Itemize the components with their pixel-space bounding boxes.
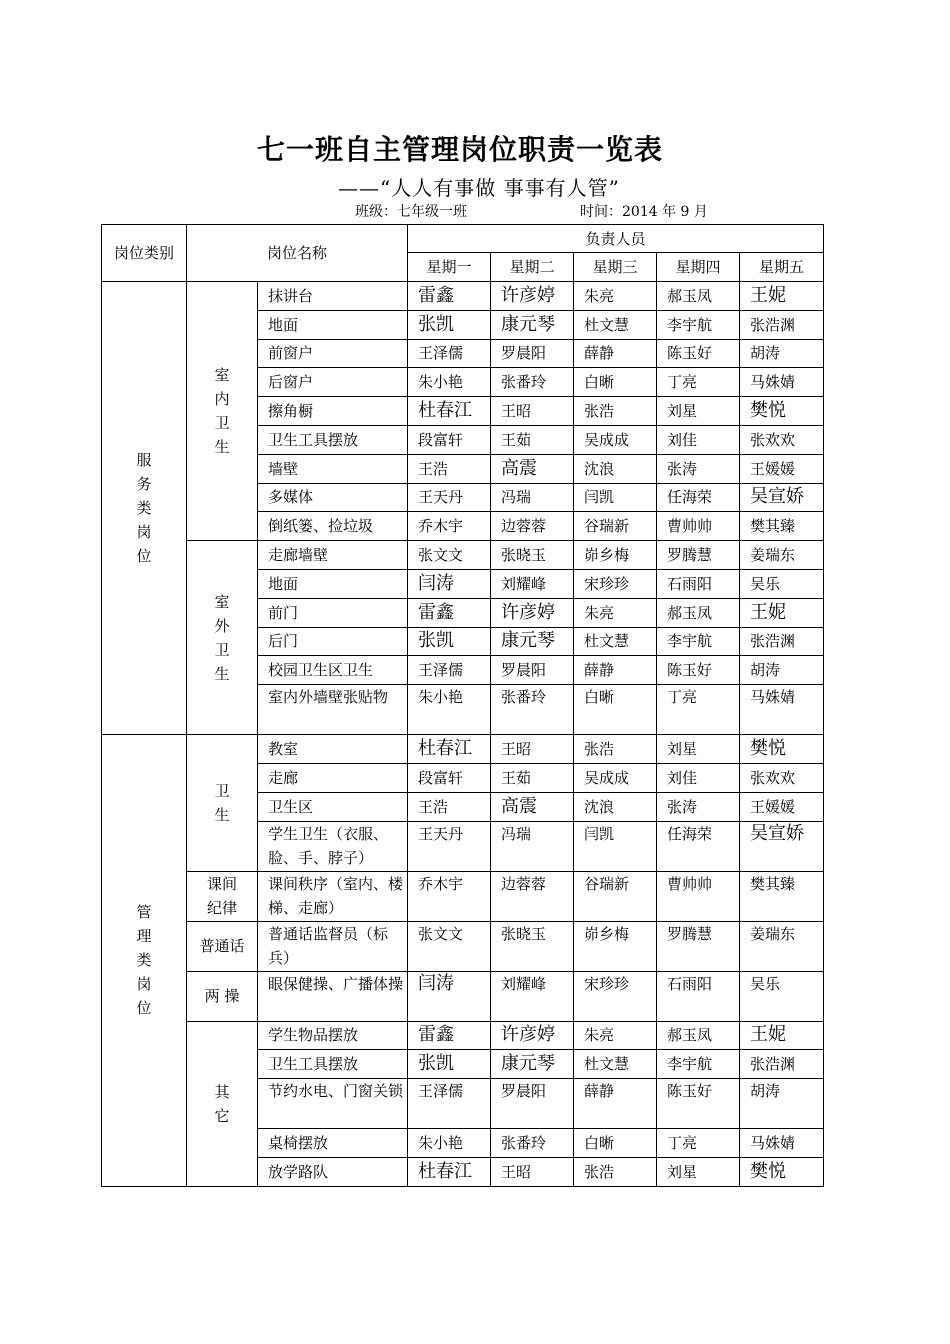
person-name: 王昭 <box>491 1157 574 1186</box>
post-name: 教室 <box>258 735 408 764</box>
person-name: 吴宣娇 <box>740 483 824 512</box>
person-name: 丁亮 <box>657 368 740 397</box>
person-name: 朱小艳 <box>408 1129 491 1158</box>
post-name: 眼保健操、广播体操 <box>258 971 408 1021</box>
post-name: 节约水电、门窗关锁 <box>258 1079 408 1129</box>
group-cell <box>187 921 258 971</box>
group-label: 室外卫生 <box>214 592 230 683</box>
person-name: 张浩 <box>574 397 657 426</box>
person-name: 峁乡梅 <box>574 541 657 570</box>
person-name: 吴乐 <box>740 971 824 1021</box>
person-name: 张凯 <box>408 310 491 339</box>
person-name: 刘耀峰 <box>491 971 574 1021</box>
person-name: 王昭 <box>491 735 574 764</box>
category-label: 服务类岗位 <box>136 451 152 566</box>
person-name: 刘佳 <box>657 763 740 792</box>
person-name: 张番玲 <box>491 368 574 397</box>
person-name: 吴成成 <box>574 763 657 792</box>
group-cell <box>187 282 258 541</box>
post-name: 学生卫生（衣服、脸、手、脖子） <box>258 821 408 871</box>
post-name: 课间秩序（室内、楼梯、走廊） <box>258 871 408 921</box>
person-name: 朱小艳 <box>408 368 491 397</box>
person-name: 刘佳 <box>657 425 740 454</box>
person-name: 王茹 <box>491 763 574 792</box>
person-name: 石雨阳 <box>657 569 740 598</box>
post-name: 室内外墙壁张贴物 <box>258 685 408 735</box>
person-name: 丁亮 <box>657 1129 740 1158</box>
person-name: 冯瑞 <box>491 821 574 871</box>
person-name: 谷瑞新 <box>574 512 657 541</box>
person-name: 樊其臻 <box>740 512 824 541</box>
person-name: 冯瑞 <box>491 483 574 512</box>
person-name: 李宇航 <box>657 627 740 656</box>
person-name: 杜文慧 <box>574 1050 657 1079</box>
person-name: 高震 <box>491 454 574 483</box>
person-name: 乔木宇 <box>408 512 491 541</box>
group-label: 其它 <box>214 1082 230 1125</box>
person-name: 马姝婧 <box>740 1129 824 1158</box>
person-name: 樊悦 <box>740 397 824 426</box>
person-name: 张浩渊 <box>740 627 824 656</box>
person-name: 张欢欢 <box>740 425 824 454</box>
category-cell <box>102 735 187 1187</box>
person-name: 宋珍珍 <box>574 569 657 598</box>
person-name: 王泽儒 <box>408 339 491 368</box>
person-name: 张浩 <box>574 735 657 764</box>
person-name: 陈玉好 <box>657 339 740 368</box>
person-name: 白晰 <box>574 368 657 397</box>
person-name: 王天丹 <box>408 821 491 871</box>
person-name: 沈浪 <box>574 454 657 483</box>
post-name: 抹讲台 <box>258 282 408 311</box>
person-name: 张凯 <box>408 1050 491 1079</box>
post-name: 卫生工具摆放 <box>258 425 408 454</box>
person-name: 薛静 <box>574 1079 657 1129</box>
person-name: 张浩渊 <box>740 1050 824 1079</box>
page-title: 七一班自主管理岗位职责一览表 <box>256 133 663 166</box>
person-name: 白晰 <box>574 685 657 735</box>
person-name: 刘星 <box>657 1157 740 1186</box>
person-name: 闫涛 <box>408 569 491 598</box>
group-label: 课间纪律 <box>207 875 238 918</box>
group-cell <box>187 1021 258 1186</box>
person-name: 雷鑫 <box>408 598 491 627</box>
post-name: 学生物品摆放 <box>258 1021 408 1050</box>
person-name: 姜瑞东 <box>740 921 824 971</box>
post-name: 擦角橱 <box>258 397 408 426</box>
post-name: 后门 <box>258 627 408 656</box>
person-name: 杜文慧 <box>574 310 657 339</box>
person-name: 边蓉蓉 <box>491 512 574 541</box>
person-name: 胡涛 <box>740 1079 824 1129</box>
person-name: 樊其臻 <box>740 871 824 921</box>
person-name: 谷瑞新 <box>574 871 657 921</box>
person-name: 罗晨阳 <box>491 339 574 368</box>
person-name: 杜文慧 <box>574 627 657 656</box>
post-name: 桌椅摆放 <box>258 1129 408 1158</box>
post-name: 卫生区 <box>258 792 408 821</box>
person-name: 朱小艳 <box>408 685 491 735</box>
person-name: 杜春江 <box>408 397 491 426</box>
group-label: 室内卫生 <box>214 366 230 457</box>
person-name: 吴乐 <box>740 569 824 598</box>
category-cell <box>102 282 187 735</box>
person-name: 曹帅帅 <box>657 871 740 921</box>
person-name: 康元琴 <box>491 627 574 656</box>
header-day: 星期二 <box>491 253 574 282</box>
person-name: 康元琴 <box>491 310 574 339</box>
person-name: 王浩 <box>408 454 491 483</box>
post-name: 倒纸篓、捡垃圾 <box>258 512 408 541</box>
person-name: 张涛 <box>657 454 740 483</box>
category-label: 管理类岗位 <box>136 903 152 1018</box>
person-name: 姜瑞东 <box>740 541 824 570</box>
post-name: 后窗户 <box>258 368 408 397</box>
person-name: 边蓉蓉 <box>491 871 574 921</box>
person-name: 许彦婷 <box>491 282 574 311</box>
person-name: 高震 <box>491 792 574 821</box>
person-name: 张欢欢 <box>740 763 824 792</box>
person-name: 丁亮 <box>657 685 740 735</box>
person-name: 罗晨阳 <box>491 656 574 685</box>
person-name: 朱亮 <box>574 282 657 311</box>
person-name: 白晰 <box>574 1129 657 1158</box>
person-name: 吴宣娇 <box>740 821 824 871</box>
person-name: 吴成成 <box>574 425 657 454</box>
person-name: 王妮 <box>740 598 824 627</box>
post-name: 地面 <box>258 310 408 339</box>
post-name: 放学路队 <box>258 1157 408 1186</box>
person-name: 王妮 <box>740 282 824 311</box>
person-name: 张番玲 <box>491 685 574 735</box>
person-name: 王泽儒 <box>408 656 491 685</box>
person-name: 许彦婷 <box>491 598 574 627</box>
person-name: 闫凯 <box>574 821 657 871</box>
group-cell <box>187 541 258 735</box>
time-label: 时间：2014 年 9 月 <box>580 204 708 220</box>
person-name: 樊悦 <box>740 735 824 764</box>
person-name: 张凯 <box>408 627 491 656</box>
post-name: 前门 <box>258 598 408 627</box>
person-name: 胡涛 <box>740 656 824 685</box>
group-cell <box>187 871 258 921</box>
person-name: 张晓玉 <box>491 921 574 971</box>
person-name: 李宇航 <box>657 310 740 339</box>
header-responsible: 负责人员 <box>408 225 824 253</box>
group-label: 卫生 <box>214 781 230 824</box>
person-name: 张番玲 <box>491 1129 574 1158</box>
person-name: 王媛媛 <box>740 792 824 821</box>
post-name: 走廊 <box>258 763 408 792</box>
person-name: 刘耀峰 <box>491 569 574 598</box>
person-name: 王天丹 <box>408 483 491 512</box>
person-name: 陈玉好 <box>657 1079 740 1129</box>
person-name: 任海荣 <box>657 821 740 871</box>
person-name: 杜春江 <box>408 735 491 764</box>
person-name: 石雨阳 <box>657 971 740 1021</box>
person-name: 段富轩 <box>408 425 491 454</box>
group-cell <box>187 735 258 871</box>
person-name: 郝玉凤 <box>657 282 740 311</box>
person-name: 马姝婧 <box>740 685 824 735</box>
post-name: 前窗户 <box>258 339 408 368</box>
group-label: 两 操 <box>204 987 240 1006</box>
header-position: 岗位名称 <box>187 225 408 282</box>
person-name: 张文文 <box>408 921 491 971</box>
person-name: 峁乡梅 <box>574 921 657 971</box>
person-name: 杜春江 <box>408 1157 491 1186</box>
person-name: 闫涛 <box>408 971 491 1021</box>
person-name: 张晓玉 <box>491 541 574 570</box>
person-name: 罗晨阳 <box>491 1079 574 1129</box>
post-name: 墙壁 <box>258 454 408 483</box>
person-name: 薛静 <box>574 339 657 368</box>
post-name: 普通话监督员（标兵） <box>258 921 408 971</box>
person-name: 郝玉凤 <box>657 1021 740 1050</box>
person-name: 朱亮 <box>574 1021 657 1050</box>
person-name: 王昭 <box>491 397 574 426</box>
person-name: 张浩 <box>574 1157 657 1186</box>
person-name: 李宇航 <box>657 1050 740 1079</box>
group-cell <box>187 971 258 1021</box>
post-name: 走廊墙壁 <box>258 541 408 570</box>
post-name: 校园卫生区卫生 <box>258 656 408 685</box>
person-name: 王媛媛 <box>740 454 824 483</box>
person-name: 沈浪 <box>574 792 657 821</box>
person-name: 许彦婷 <box>491 1021 574 1050</box>
group-label: 普通话 <box>199 937 245 956</box>
person-name: 康元琴 <box>491 1050 574 1079</box>
person-name: 罗腾慧 <box>657 541 740 570</box>
duty-table <box>101 224 824 1187</box>
person-name: 刘星 <box>657 735 740 764</box>
person-name: 雷鑫 <box>408 1021 491 1050</box>
person-name: 薛静 <box>574 656 657 685</box>
post-name: 地面 <box>258 569 408 598</box>
person-name: 雷鑫 <box>408 282 491 311</box>
person-name: 马姝婧 <box>740 368 824 397</box>
class-label: 班级：七年级一班 <box>355 204 467 220</box>
person-name: 张涛 <box>657 792 740 821</box>
person-name: 王浩 <box>408 792 491 821</box>
person-name: 刘星 <box>657 397 740 426</box>
person-name: 樊悦 <box>740 1157 824 1186</box>
page-subtitle: ——“人人有事做 事事有人管” <box>338 176 620 200</box>
person-name: 王泽儒 <box>408 1079 491 1129</box>
person-name: 段富轩 <box>408 763 491 792</box>
person-name: 闫凯 <box>574 483 657 512</box>
person-name: 王茹 <box>491 425 574 454</box>
header-day: 星期五 <box>740 253 824 282</box>
header-day: 星期三 <box>574 253 657 282</box>
person-name: 王妮 <box>740 1021 824 1050</box>
person-name: 陈玉好 <box>657 656 740 685</box>
person-name: 胡涛 <box>740 339 824 368</box>
post-name: 卫生工具摆放 <box>258 1050 408 1079</box>
person-name: 朱亮 <box>574 598 657 627</box>
header-day: 星期四 <box>657 253 740 282</box>
person-name: 宋珍珍 <box>574 971 657 1021</box>
header-day: 星期一 <box>408 253 491 282</box>
post-name: 多媒体 <box>258 483 408 512</box>
person-name: 任海荣 <box>657 483 740 512</box>
header-category: 岗位类别 <box>102 225 187 282</box>
person-name: 曹帅帅 <box>657 512 740 541</box>
person-name: 乔木宇 <box>408 871 491 921</box>
person-name: 张浩渊 <box>740 310 824 339</box>
person-name: 张文文 <box>408 541 491 570</box>
person-name: 罗腾慧 <box>657 921 740 971</box>
person-name: 郝玉凤 <box>657 598 740 627</box>
